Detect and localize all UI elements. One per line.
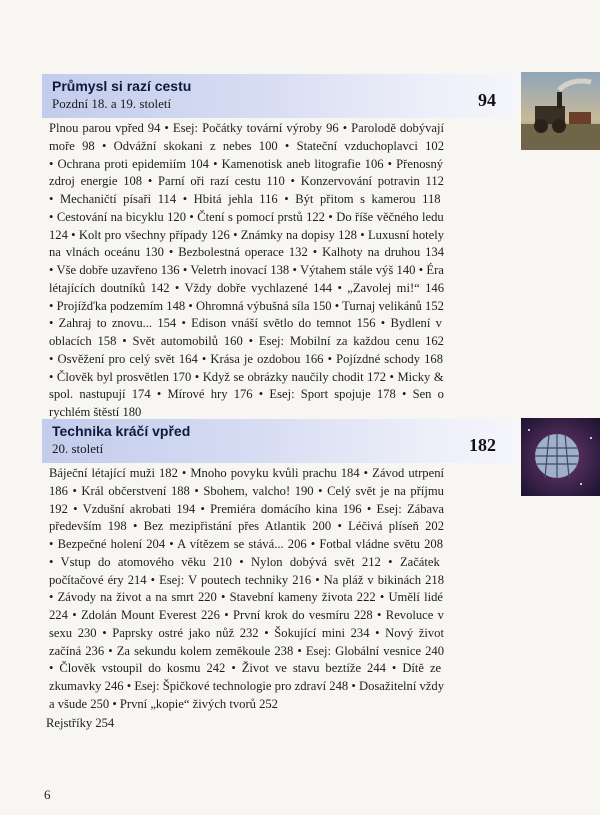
toc-entry: Esej: Počátky tovární výroby 96 — [172, 121, 339, 135]
bullet-separator: • — [219, 608, 233, 622]
bullet-separator: • — [229, 227, 241, 242]
section-subtitle: Pozdní 18. a 19. století — [52, 96, 172, 111]
section-entries-technology — [49, 465, 444, 714]
bullet-separator: • — [380, 554, 400, 569]
bullet-separator: • — [258, 625, 275, 640]
bullet-separator: • — [49, 192, 60, 206]
bullet-separator: • — [208, 156, 222, 171]
toc-entry: Ochrana proti epidemiím 104 — [57, 156, 209, 171]
toc-entry: První „kopie“ živých tvorů 252 — [119, 696, 278, 711]
bullet-separator: • — [356, 227, 368, 242]
toc-entry: Do říše věčného ledu 124 — [49, 209, 444, 242]
bullet-separator: • — [216, 590, 230, 605]
toc-entry: Revoluce v sexu 230 — [49, 608, 444, 640]
toc-entry: Esej: Globální vesnice 240 — [305, 643, 445, 658]
toc-entry: Pojízdné schody 168 — [336, 351, 443, 366]
toc-entry: Fotbal vládne světu 208 — [319, 537, 444, 551]
bullet-separator: • — [123, 679, 135, 693]
bullet-separator: • — [49, 661, 60, 676]
toc-entry: Bez mezipřistání přes Atlantik 200 — [143, 519, 332, 534]
bullet-separator: • — [49, 537, 58, 551]
bullet-separator: • — [375, 316, 391, 331]
bullet-separator: • — [126, 519, 144, 534]
toc-entry: „Zavolej mi!“ 146 — [347, 280, 444, 295]
bullet-separator: • — [386, 369, 398, 384]
toc-entry: Za sekundu kolem zeměkoule 238 — [116, 643, 294, 658]
toc-entry: Šokující mini 234 — [274, 625, 370, 640]
toc-entry: Přenosný zdroj energie 108 — [49, 156, 444, 189]
toc-entry: Kolt pro všechny případy 126 — [78, 227, 230, 242]
bullet-separator: • — [116, 334, 133, 348]
bullet-separator: • — [277, 192, 296, 206]
bullet-separator: • — [284, 174, 301, 189]
toc-entry: Dosažitelní vždy a všude 250 — [49, 679, 444, 711]
bullet-separator: • — [359, 466, 373, 480]
bullet-separator: • — [49, 263, 57, 277]
toc-entry: Mírové hry 176 — [167, 387, 253, 402]
bullet-separator: • — [96, 625, 113, 640]
toc-entry: Léčivá plíseň 202 — [348, 519, 445, 534]
toc-entry: Král občerstvení 188 — [81, 483, 190, 498]
bullet-separator: • — [311, 572, 324, 587]
bullet-separator: • — [225, 661, 242, 676]
toc-entry: Stavební kameny života 222 — [229, 590, 376, 605]
section-title: Technika kráčí vpřed — [52, 423, 191, 439]
toc-entry: Premiéra domácího kina 196 — [210, 501, 362, 516]
bullet-separator: • — [142, 174, 159, 189]
toc-entry: Projížďka podzemím 148 — [56, 298, 186, 313]
bullet-separator: • — [348, 679, 359, 693]
bullet-separator: • — [372, 608, 386, 622]
toc-entry: Když se obrázky naučily chodit 172 — [202, 369, 387, 384]
bullet-separator: • — [67, 227, 79, 242]
locomotive-painting-thumbnail — [521, 72, 600, 150]
bullet-separator: • — [146, 572, 160, 587]
toc-entry: První krok do vesmíru 228 — [232, 608, 373, 622]
bullet-separator: • — [293, 643, 306, 658]
bullet-separator: • — [186, 209, 198, 224]
toc-entry: Mechaničtí písaři 114 — [59, 192, 177, 206]
toc-entry: Konzervování potravin 112 — [300, 174, 444, 189]
bullet-separator: • — [306, 537, 320, 551]
toc-entry: A vítězem se stává... 206 — [177, 537, 307, 551]
bullet-separator: • — [361, 501, 377, 516]
section-page-number: 182 — [469, 435, 496, 455]
toc-entry: Ohromná výbušná síla 150 — [196, 298, 332, 313]
bullet-separator: • — [67, 483, 82, 498]
bullet-separator: • — [323, 351, 337, 366]
bullet-separator: • — [415, 263, 427, 277]
bullet-separator: • — [197, 351, 211, 366]
bullet-separator: • — [49, 156, 58, 171]
bullet-separator: • — [369, 625, 386, 640]
bullet-separator: • — [189, 483, 204, 498]
toc-entry: Vzdušní akrobati 194 — [82, 501, 196, 516]
bullet-separator: • — [289, 263, 300, 277]
bullet-separator: • — [385, 661, 403, 676]
bullet-separator: • — [163, 245, 179, 260]
bullet-separator: • — [331, 298, 343, 313]
bullet-separator: • — [169, 280, 185, 295]
toc-entry: Micky & spol. nastupují 174 — [49, 369, 444, 402]
toc-entry: Parní oři razí cestu 110 — [158, 174, 285, 189]
toc-entry: Veletrh inovací 138 — [190, 263, 290, 277]
toc-entry: Vstup do atomového věku 210 — [60, 554, 232, 569]
toc-entry: Esej: Zábava především 198 — [49, 501, 445, 534]
section-header-technology — [42, 419, 516, 463]
toc-entry: Dítě ze zkumavky 246 — [49, 661, 442, 693]
bullet-separator: • — [242, 334, 259, 348]
toc-entry: Člověk byl prosvětlen 170 — [56, 369, 192, 384]
toc-entry: Závod utrpení 186 — [49, 466, 444, 498]
toc-entry: Mnoho povyku kvůli prachu 184 — [190, 466, 360, 480]
satellite-globe-thumbnail — [521, 418, 600, 496]
page-folio: 6 — [44, 787, 51, 802]
bullet-separator: • — [109, 696, 120, 711]
bullet-separator: • — [252, 387, 270, 402]
bullet-separator: • — [160, 121, 173, 135]
bullet-separator: • — [324, 209, 337, 224]
bullet-separator: • — [331, 519, 349, 534]
bullet-separator: • — [49, 369, 57, 384]
toc-entry: Začátek počítačové éry 214 — [49, 554, 440, 587]
toc-entry: Esej: Sport spojuje 178 — [269, 387, 396, 402]
toc-entry: Život ve stavu beztíže 244 — [241, 661, 386, 676]
toc-entry: Bezpečné holení 204 — [57, 537, 166, 551]
toc-entry: Svět automobilů 160 — [132, 334, 243, 348]
bullet-separator: • — [49, 316, 59, 331]
bullet-separator: • — [375, 590, 389, 605]
toc-entry: Nylon dobývá svět 212 — [251, 554, 381, 569]
bullet-separator: • — [49, 351, 58, 366]
bullet-separator: • — [104, 643, 117, 658]
toc-entry: Bydlení v oblacích 158 — [49, 316, 442, 348]
toc-entry: Plnou parou vpřed 94 — [49, 121, 161, 135]
bullet-separator: • — [277, 138, 297, 153]
toc-entry: Stateční vzduchoplavci 102 — [296, 138, 444, 153]
toc-entry: Člověk vstoupil do kosmu 242 — [59, 661, 226, 676]
bullet-separator: • — [165, 537, 178, 551]
toc-entry: Sen o rychlém štěstí 180 — [49, 387, 444, 419]
bullet-separator: • — [176, 192, 194, 206]
toc-entry: Sbohem, valcho! 190 — [203, 483, 314, 498]
bullet-separator: • — [179, 263, 191, 277]
section-page-number: 94 — [478, 90, 496, 110]
toc-entry: Hbitá jehla 116 — [193, 192, 278, 206]
bullet-separator: • — [307, 245, 323, 260]
toc-entry: Edison vnáší světlo do temnot 156 — [191, 316, 376, 331]
toc-entry: Parolodě dobývají moře 98 — [49, 121, 445, 153]
toc-entry: Odvážní skokani z nebes 100 — [113, 138, 278, 153]
toc-entry: Známky na dopisy 128 — [240, 227, 357, 242]
bullet-separator: • — [177, 466, 191, 480]
section-subtitle: 20. století — [52, 441, 104, 456]
bullet-separator: • — [176, 316, 192, 331]
bullet-separator: • — [231, 554, 252, 569]
bullet-separator: • — [49, 590, 58, 605]
toc-entry: Výtahem stále výš 140 — [299, 263, 416, 277]
toc-entry: Paprsky ostré jako nůž 232 — [112, 625, 259, 640]
section-title: Průmysl si razí cestu — [52, 78, 192, 94]
toc-entry: Být přitom s kamerou 118 — [295, 192, 441, 206]
toc-entry: Závody na život a na smrt 220 — [57, 590, 217, 605]
bullet-separator: • — [94, 138, 114, 153]
toc-entry: Cestování na bicyklu 120 — [56, 209, 187, 224]
toc-entry: Báječní létající muži 182 — [49, 466, 178, 480]
bullet-separator: • — [49, 554, 61, 569]
bullet-separator: • — [49, 209, 57, 224]
toc-entry: Vše dobře uzavřeno 136 — [56, 263, 180, 277]
toc-entry: Celý svět je na příjmu 192 — [49, 483, 444, 516]
toc-entry: Turnaj velikánů 152 — [342, 298, 444, 313]
bullet-separator: • — [185, 298, 197, 313]
toc-entry: Kamenotisk aneb litografie 106 — [221, 156, 384, 171]
bullet-separator: • — [195, 501, 211, 516]
toc-entry: Zahraj to znovu... 154 — [58, 316, 177, 331]
toc-entry: Bezbolestná operace 132 — [178, 245, 308, 260]
toc-entry: Vždy dobře vychlazené 144 — [184, 280, 333, 295]
toc-entry: Esej: V poutech techniky 216 — [159, 572, 312, 587]
bullet-separator: • — [383, 156, 397, 171]
bullet-separator: • — [67, 501, 83, 516]
toc-entry: Éra létajících doutníků 142 — [49, 263, 444, 295]
toc-entry: Osvěžení pro celý svět 164 — [57, 351, 198, 366]
bullet-separator: • — [49, 298, 57, 313]
bullet-separator: • — [332, 280, 348, 295]
bullet-separator: • — [150, 387, 168, 402]
section-entries-industry — [49, 120, 444, 422]
toc-entry: Umělí lidé 224 — [49, 590, 443, 622]
toc-entry: Kalhoty na druhou 134 — [322, 245, 445, 260]
toc-entry: Luxusní hotely na vlnách oceánu 130 — [49, 227, 445, 260]
toc-entry: Esej: Špičkové technologie pro zdraví 248 — [134, 679, 349, 693]
section-header-industry — [42, 74, 516, 118]
toc-entry: Esej: Mobilní za každou cenu 162 — [258, 334, 444, 348]
toc-entry: Čtení s pomocí prstů 122 — [197, 209, 325, 224]
index-line: Rejstříky 254 — [46, 716, 115, 730]
bullet-separator: • — [338, 121, 352, 135]
bullet-separator: • — [395, 387, 413, 402]
bullet-separator: • — [67, 608, 81, 622]
toc-entry: Nový život začíná 236 — [49, 625, 444, 658]
toc-entry: Zdolán Mount Everest 226 — [80, 608, 220, 622]
toc-entry: Krása je ozdobou 166 — [210, 351, 324, 366]
bullet-separator: • — [191, 369, 203, 384]
bullet-separator: • — [313, 483, 328, 498]
toc-entry: Na pláž v bikinách 218 — [323, 572, 444, 587]
